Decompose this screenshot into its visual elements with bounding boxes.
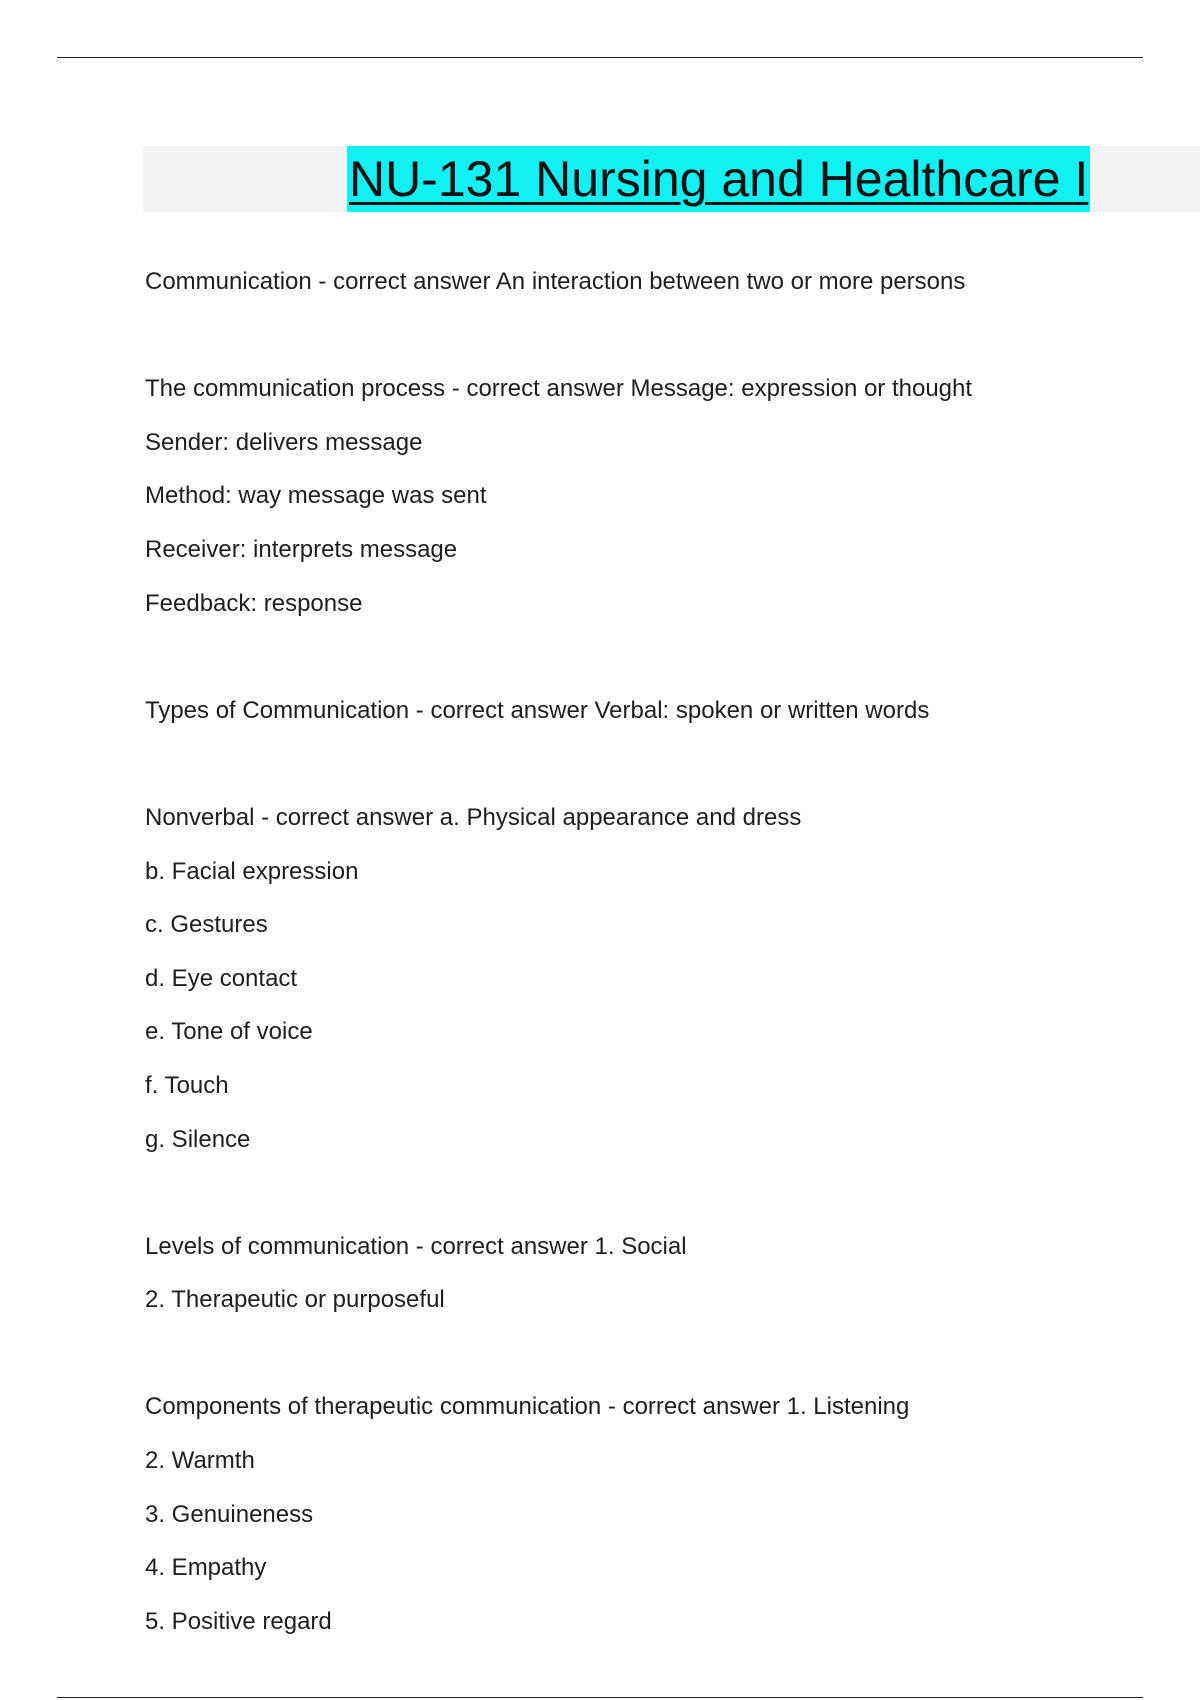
paragraph-gap xyxy=(145,1334,1145,1388)
bottom-rule xyxy=(57,1697,1143,1698)
qa-line: Sender: delivers message xyxy=(145,428,423,456)
qa-line: 3. Genuineness xyxy=(145,1500,314,1528)
qa-line: Components of therapeutic communication - correct answer 1. Listening xyxy=(145,1393,910,1421)
qa-line: f. Touch xyxy=(145,1071,229,1099)
qa-line: Communication - correct answer An interaction between two or more persons xyxy=(145,268,966,295)
paragraph-gap xyxy=(145,316,1145,370)
qa-line: 2. Therapeutic or purposeful xyxy=(145,1286,445,1314)
paragraph-gap xyxy=(145,744,1145,798)
qa-line: b. Facial expression xyxy=(145,857,359,885)
qa-line: Levels of communication - correct answer 1. Social xyxy=(145,1232,687,1260)
qa-line: c. Gestures xyxy=(145,911,268,939)
qa-line: 5. Positive regard xyxy=(145,1607,332,1635)
paragraph-gap xyxy=(145,637,1145,691)
qa-line: e. Tone of voice xyxy=(145,1018,313,1046)
qa-line: Method: way message was sent xyxy=(145,482,487,510)
top-rule xyxy=(57,57,1143,58)
document-title: NU-131 Nursing and Healthcare I xyxy=(347,146,1090,212)
qa-line: The communication process - correct answer Message: expression or thought xyxy=(145,375,973,403)
qa-line: g. Silence xyxy=(145,1125,251,1153)
qa-line: Types of Communication - correct answer Verbal: spoken or written words xyxy=(145,696,930,724)
paragraph-gap xyxy=(145,1173,1145,1227)
document-body xyxy=(145,262,1145,1655)
qa-line: 4. Empathy xyxy=(145,1554,267,1582)
qa-line: d. Eye contact xyxy=(145,964,298,992)
qa-line: 2. Warmth xyxy=(145,1447,255,1475)
qa-line: Feedback: response xyxy=(145,589,363,617)
qa-line: Nonverbal - correct answer a. Physical appearance and dress xyxy=(145,803,802,831)
qa-line: Receiver: interprets message xyxy=(145,535,458,563)
